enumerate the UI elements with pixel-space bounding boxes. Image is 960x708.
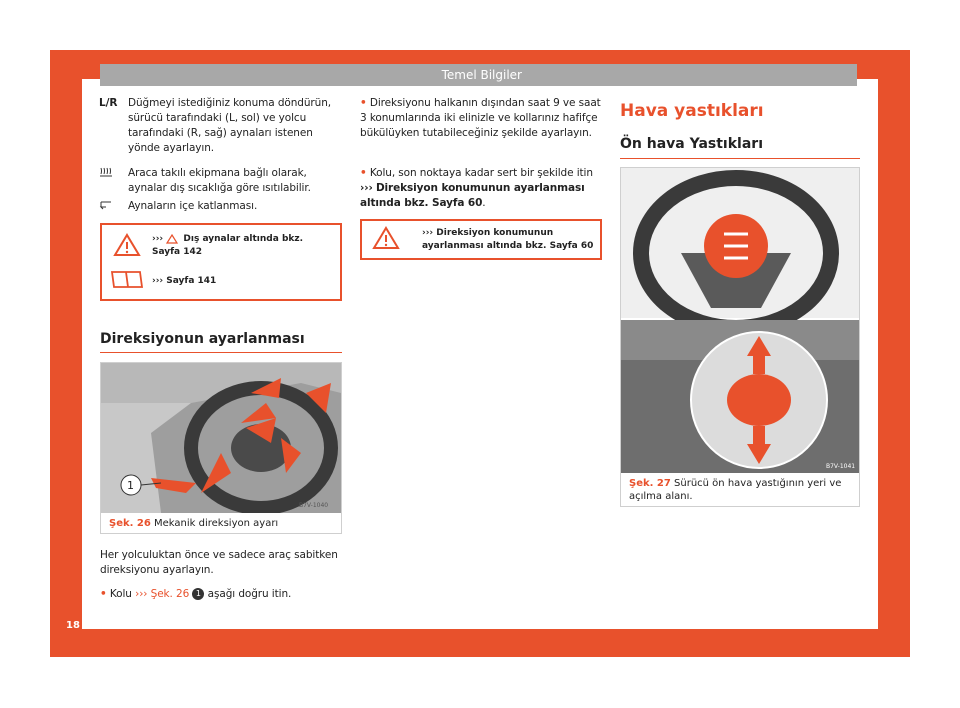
bullet-push-end: • Kolu, son noktaya kadar sert bir şekilde itin ››› Direksiyon konumunun ayarlanması altında bkz. Sayfa 60. [360,167,593,209]
fold-text: Aynaların içe katlanması. [128,200,258,212]
section-title-steering: Direksiyonun ayarlanması [100,331,305,347]
warn-ref-text: Dış aynalar altında bkz. Sayfa 142 [152,234,304,257]
caption-text-27: Sürücü ön hava yastığının yeri ve açılma alanı. [629,478,842,502]
subtitle-rule [620,158,860,159]
book-ref-text: ››› Sayfa 141 [152,276,217,286]
bullet-push-lever: • Kolu ››› Şek. 26 1 aşağı doğru itin. [100,588,292,600]
caption-label-26: Şek. 26 [109,518,151,529]
warn-ref-prefix: ››› [152,234,164,244]
airbag-illustration [621,168,859,473]
figure-code-27: B7V-1041 [826,463,856,470]
body-text-adjust: Her yolculuktan önce ve sadece araç sabitken direksiyonu ayarlayın. [100,549,338,576]
warn-text-steering: Direksiyon konumunun ayarlanması altında bkz. Sayfa 60 [422,228,594,251]
heat-text: Araca takılı ekipmana bağlı olarak, aynalar dış sıcaklığa göre ısıtılabilir. [128,167,311,194]
figure-26 [100,362,342,534]
warn-ref-steering[interactable]: Direksiyon konumunun ayarlanması altında bkz. Sayfa 60 [360,182,585,209]
front-airbags-subtitle: Ön hava Yastıkları [620,136,763,152]
figure-code-26: B7V-1040 [299,502,329,509]
mirror-fold-icon [99,199,113,211]
figure-ref-26[interactable]: ››› Şek. 26 [135,588,190,600]
bullet-hold-position: • Direksiyonu halkanın dışından saat 9 ve saat 3 konumlarında iki elinizle ve kollarınız hafifçe bükülüyken tutabileceğiniz şekilde ayarlayın. [360,97,601,139]
caption-text-26: Mekanik direksiyon ayarı [154,518,279,529]
section-rule [100,352,342,353]
lr-text: Düğmeyi istediğiniz konuma döndürün, sürücü tarafındaki (L, sol) ve yolcu tarafındaki (R, sağ) aynaları istenen yönde ayarlayın. [128,97,331,154]
steering-adjust-illustration [101,363,341,513]
book-icon [108,268,146,290]
figure-callout-1: 1 [127,479,134,492]
warning-triangle-icon-2 [372,226,400,250]
header-bar [100,64,857,86]
airbags-title: Hava yastıkları [620,101,764,121]
warning-triangle-icon [113,233,141,257]
page-number: 18 [66,620,80,631]
caption-label-27: Şek. 27 [629,478,671,489]
figure-27 [620,167,860,507]
lr-label: L/R [99,97,118,109]
header-title: Temel Bilgiler [441,68,522,82]
mirror-heat-icon [99,166,113,178]
callout-1-badge: 1 [192,588,204,600]
